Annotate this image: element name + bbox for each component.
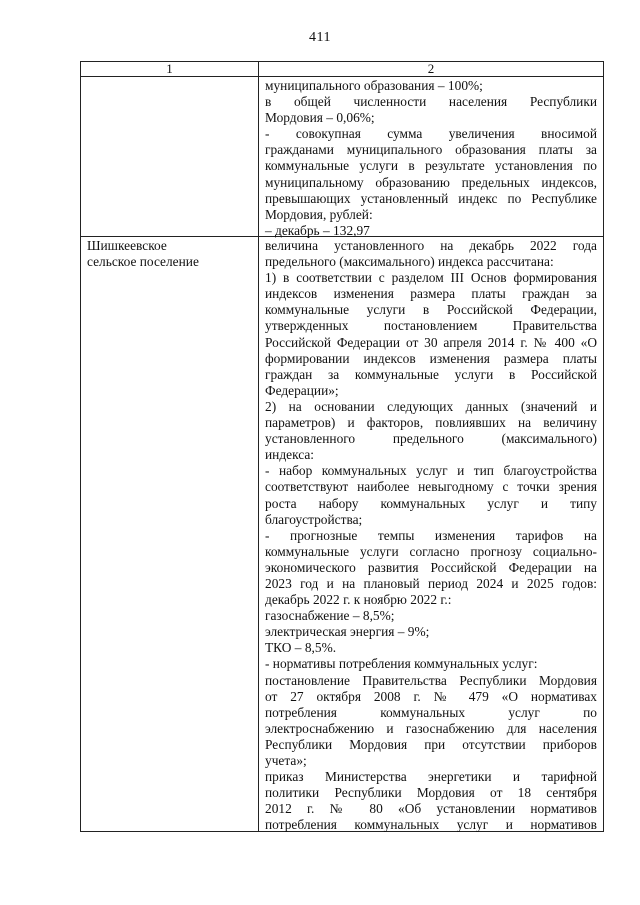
text-line: муниципальному образованию предельных индексов, xyxy=(265,174,597,190)
text-line: превышающих установленный индекс по Республике xyxy=(265,190,597,206)
text-line: Шишкеевское xyxy=(87,238,167,253)
text-line: от 27 октября 2008 г. № 479 «О нормативах xyxy=(265,688,597,704)
text-line: приказ Министерства энергетики и тарифной xyxy=(265,769,597,785)
text-line: муниципального образования – 100%; xyxy=(265,78,483,93)
text-line: учета»; xyxy=(265,753,307,768)
document-table xyxy=(80,61,604,832)
text-line: параметров) и факторов, повлиявших на величину xyxy=(265,415,597,431)
text-line: 2012 г. № 80 «Об установлении нормативов xyxy=(265,801,597,817)
text-line: коммунальные услуги в результате установления по xyxy=(265,158,597,174)
text-line: утвержденных постановлением Правительства xyxy=(265,318,597,334)
text-line: коммунальные услуги в Российской Федерации, xyxy=(265,302,597,318)
text-line: соответствуют наиболее невыгодному с точки зрения xyxy=(265,479,597,495)
text-line: формировании индексов изменения размера платы xyxy=(265,350,597,366)
text-line: Республики Мордовия при отсутствии приборов xyxy=(265,736,597,752)
text-line: декабрь 2022 г. к ноябрю 2022 г.: xyxy=(265,592,452,608)
row-2-municipality-cell xyxy=(87,238,255,270)
column-divider xyxy=(258,62,259,831)
text-line: индекса: xyxy=(265,447,315,463)
text-line: политики Республики Мордовия от 18 сентября xyxy=(265,785,597,801)
text-line: коммунальные услуги согласно прогнозу социально- xyxy=(265,543,597,559)
text-line: индексов изменения размера платы граждан за xyxy=(265,286,597,302)
text-line: потребления коммунальных услуг по xyxy=(265,704,597,720)
column-2-header: 2 xyxy=(427,61,435,76)
text-line: 2) на основании следующих данных (значений и xyxy=(265,398,597,414)
text-line: Мордовия – 0,06%; xyxy=(265,110,375,126)
text-line: граждан за коммунальные услуги в Российской xyxy=(265,366,597,382)
text-line: Мордовия, рублей: xyxy=(265,206,373,222)
text-line: Федерации»; xyxy=(265,382,339,398)
row-2-description-cell xyxy=(265,238,597,833)
text-line: установленного предельного (максимального) xyxy=(265,431,597,447)
text-line: величина установленного на декабрь 2022 года xyxy=(265,238,597,253)
text-line: ТКО – 8,5%. xyxy=(265,640,337,656)
text-line: - прогнозные темпы изменения тарифов на xyxy=(265,527,597,543)
text-line: - нормативы потребления коммунальных услуг: xyxy=(265,656,538,672)
text-line: 2023 год и на плановый период 2024 и 2025 годов: xyxy=(265,575,597,591)
text-line: предельного (максимального) индекса рассчитана: xyxy=(265,254,554,270)
text-line: роста набору коммунальных услуг и типу xyxy=(265,495,597,511)
text-line: - совокупная сумма увеличения вносимой xyxy=(265,126,597,142)
text-line: электрическая энергия – 9%; xyxy=(265,624,430,640)
page-number: 411 xyxy=(309,30,331,45)
text-line: - набор коммунальных услуг и тип благоустройства xyxy=(265,463,597,479)
text-line: – декабрь – 132,97 xyxy=(265,222,370,238)
text-line: благоустройства; xyxy=(265,511,363,527)
text-line: газоснабжение – 8,5%; xyxy=(265,608,395,624)
text-line: сельское поселение xyxy=(87,254,199,270)
row-1-description-cell xyxy=(265,78,597,239)
text-line: 1) в соответствии с разделом III Основ формирования xyxy=(265,270,597,286)
text-line: Российской Федерации от 30 апреля 2014 г. № 400 «О xyxy=(265,334,597,350)
text-line: потребления коммунальных услуг и нормативов xyxy=(265,817,597,833)
text-line: постановление Правительства Республики Мордовия xyxy=(265,672,597,688)
text-line: в общей численности населения Республики xyxy=(265,94,597,110)
text-line: гражданами муниципального образования платы за xyxy=(265,142,597,158)
column-1-header: 1 xyxy=(166,61,173,76)
text-line: экономического развития Российской Федерации на xyxy=(265,559,597,575)
text-line: электроснабжению и газоснабжению для населения xyxy=(265,720,597,736)
table-header-row xyxy=(81,62,603,77)
